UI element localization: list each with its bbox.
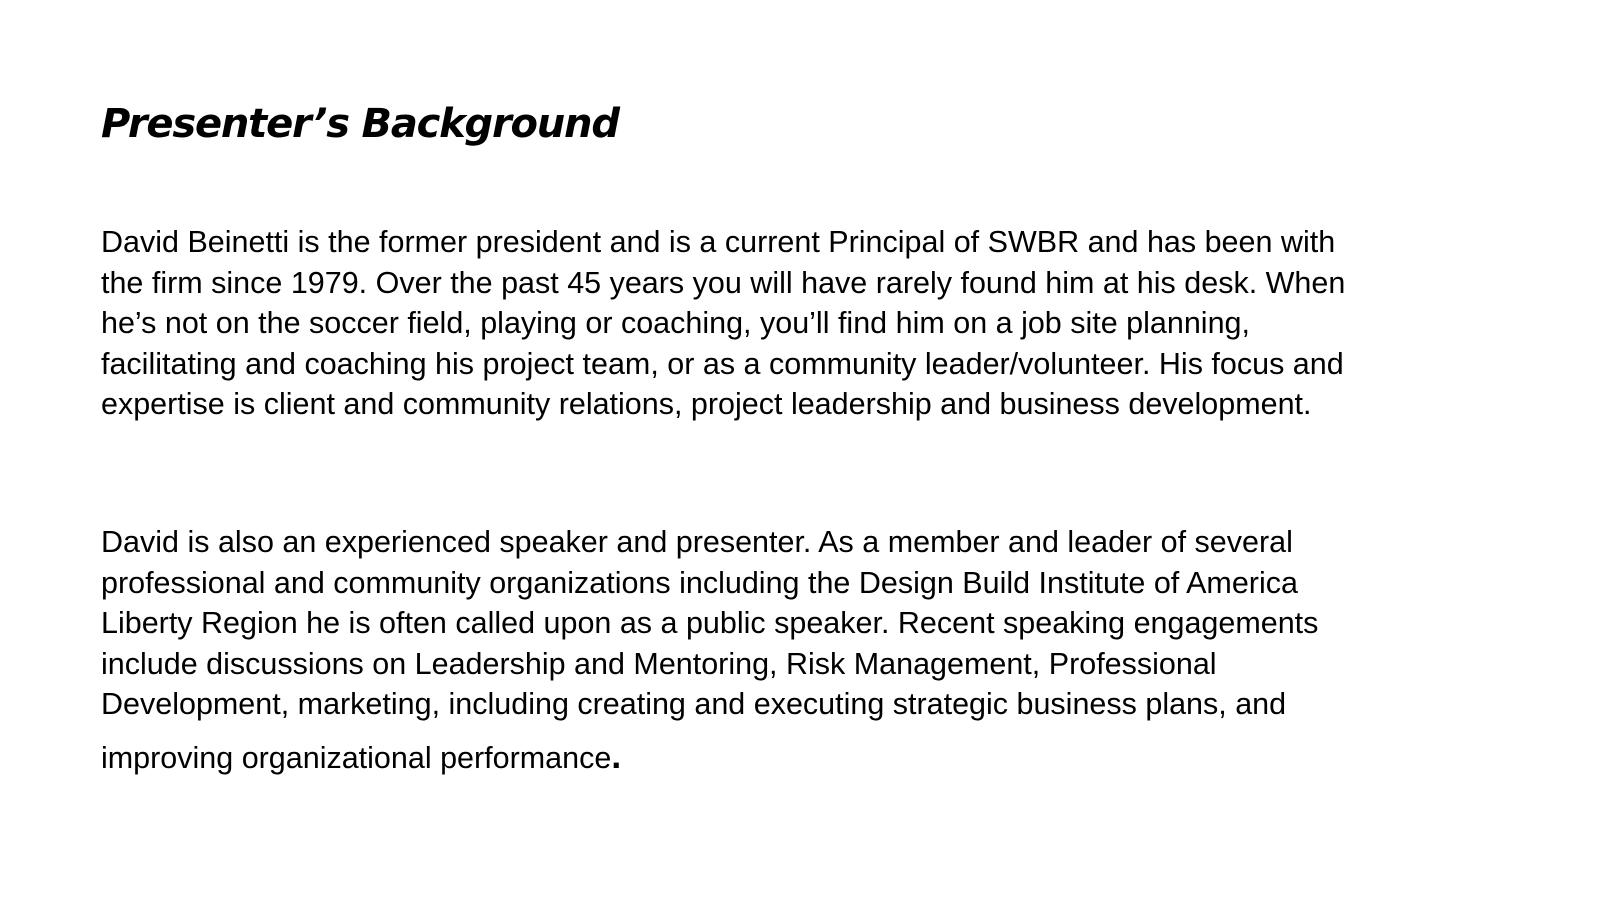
paragraph-line: expertise is client and community relations, project leadership and business development.	[101, 387, 1312, 421]
paragraph-line: Development, marketing, including creating and executing strategic business plans, and	[101, 687, 1287, 721]
paragraph-line-text: improving organizational performance	[101, 740, 612, 775]
paragraph-line: professional and community organizations including the Design Build Institute of America	[101, 565, 1298, 600]
paragraph-line: Liberty Region he is often called upon as a public speaker. Recent speaking engagements	[101, 606, 1319, 640]
slide-title: Presenter’s Background	[101, 101, 619, 147]
final-period: .	[611, 734, 622, 776]
speaking-paragraph	[101, 522, 1521, 776]
paragraph-line-last	[101, 736, 1521, 777]
paragraph-line: he’s not on the soccer field, playing or coaching, you’ll find him on a job site planning,	[101, 306, 1250, 340]
paragraph-line: David Beinetti is the former president and is a current Principal of SWBR and has been with	[101, 225, 1336, 259]
paragraph-line: include discussions on Leadership and Mentoring, Risk Management, Professional	[101, 646, 1217, 681]
paragraph-line: facilitating and coaching his project team, or as a community leader/volunteer. His focus and	[101, 346, 1344, 381]
paragraph-line: David is also an experienced speaker and presenter. As a member and leader of several	[101, 525, 1293, 559]
paragraph-line: the firm since 1979. Over the past 45 years you will have rarely found him at his desk. When	[101, 265, 1346, 300]
background-paragraph	[101, 222, 1521, 425]
